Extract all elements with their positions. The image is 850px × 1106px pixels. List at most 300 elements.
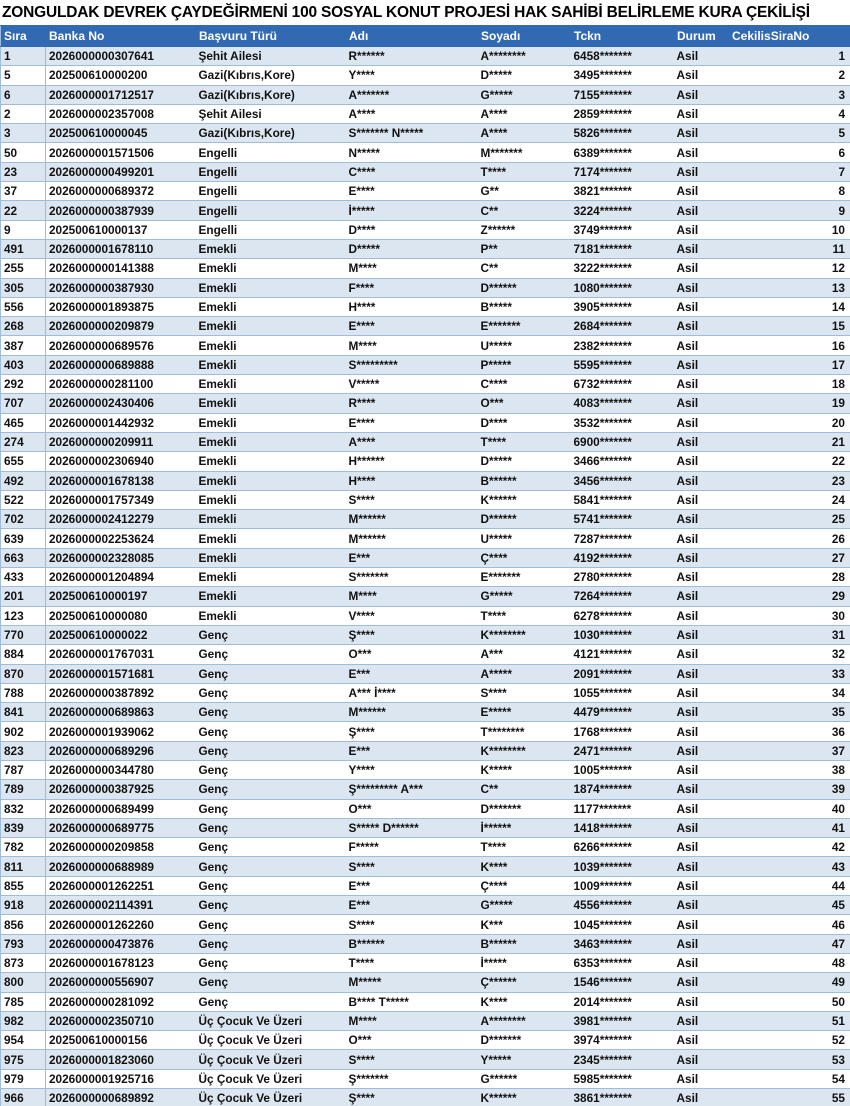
cell-soyadi: T**** [478,838,571,857]
cell-soyadi: G****** [478,1069,571,1088]
cell-banka-no: 2026000001262260 [46,915,196,934]
table-header-row [1,26,850,47]
cell-tckn: 3981******* [571,1011,674,1030]
cell-sira: 788 [1,683,46,702]
cell-banka-no: 2026000002430406 [46,394,196,413]
cell-tckn: 5741******* [571,510,674,529]
cell-tckn: 7155******* [571,85,674,104]
cell-tckn: 4192******* [571,548,674,567]
cell-sira: 787 [1,760,46,779]
cell-basvuru-turu: Emekli [196,278,346,297]
cell-cekilis-sira-no: 3 [729,85,850,104]
table-row [1,201,850,220]
table-row [1,239,850,258]
cell-tckn: 3224******* [571,201,674,220]
cell-adi: M****** [346,510,478,529]
cell-cekilis-sira-no: 2 [729,66,850,85]
cell-soyadi: K******** [478,741,571,760]
table-row [1,490,850,509]
cell-soyadi: İ***** [478,953,571,972]
cell-sira: 387 [1,336,46,355]
cell-banka-no: 202500610000045 [46,124,196,143]
cell-adi: E*** [346,876,478,895]
cell-banka-no: 2026000000689576 [46,336,196,355]
cell-soyadi: T**** [478,162,571,181]
cell-sira: 123 [1,606,46,625]
cell-adi: S**** [346,490,478,509]
cell-banka-no: 2026000000689499 [46,799,196,818]
cell-durum: Asil [674,490,729,509]
cell-basvuru-turu: Üç Çocuk Ve Üzeri [196,1011,346,1030]
table-row [1,953,850,972]
cell-sira: 305 [1,278,46,297]
table-row [1,606,850,625]
cell-durum: Asil [674,529,729,548]
cell-soyadi: D****** [478,510,571,529]
cell-basvuru-turu: Genç [196,876,346,895]
cell-basvuru-turu: Emekli [196,394,346,413]
cell-tckn: 1874******* [571,780,674,799]
cell-cekilis-sira-no: 27 [729,548,850,567]
cell-banka-no: 2026000000307641 [46,47,196,66]
table-row [1,857,850,876]
cell-soyadi: T**** [478,432,571,451]
cell-basvuru-turu: Gazi(Kıbrıs,Kore) [196,124,346,143]
cell-banka-no: 2026000001712517 [46,85,196,104]
cell-tckn: 3974******* [571,1031,674,1050]
table-row [1,780,850,799]
cell-basvuru-turu: Genç [196,703,346,722]
cell-banka-no: 2026000002357008 [46,104,196,123]
cell-basvuru-turu: Genç [196,683,346,702]
cell-banka-no: 202500610000156 [46,1031,196,1050]
cell-durum: Asil [674,317,729,336]
cell-adi: E*** [346,548,478,567]
cell-soyadi: T******** [478,722,571,741]
table-row [1,355,850,374]
cell-sira: 22 [1,201,46,220]
cell-basvuru-turu: Şehit Ailesi [196,47,346,66]
cell-durum: Asil [674,896,729,915]
cell-cekilis-sira-no: 10 [729,220,850,239]
cell-cekilis-sira-no: 11 [729,239,850,258]
cell-soyadi: U***** [478,529,571,548]
table-row [1,432,850,451]
cell-adi: C**** [346,162,478,181]
cell-durum: Asil [674,973,729,992]
table-row [1,934,850,953]
cell-soyadi: C** [478,259,571,278]
cell-basvuru-turu: Genç [196,915,346,934]
cell-durum: Asil [674,47,729,66]
cell-basvuru-turu: Genç [196,857,346,876]
cell-sira: 274 [1,432,46,451]
cell-basvuru-turu: Emekli [196,490,346,509]
cell-cekilis-sira-no: 34 [729,683,850,702]
cell-sira: 3 [1,124,46,143]
table-row [1,413,850,432]
column-header-durum: Durum [674,26,729,47]
cell-sira: 522 [1,490,46,509]
table-row [1,1050,850,1069]
cell-sira: 403 [1,355,46,374]
cell-basvuru-turu: Genç [196,722,346,741]
cell-basvuru-turu: Genç [196,760,346,779]
cell-sira: 491 [1,239,46,258]
cell-durum: Asil [674,664,729,683]
table-row [1,452,850,471]
cell-sira: 655 [1,452,46,471]
cell-tckn: 7287******* [571,529,674,548]
cell-basvuru-turu: Genç [196,645,346,664]
cell-banka-no: 202500610000137 [46,220,196,239]
cell-adi: H****** [346,452,478,471]
cell-durum: Asil [674,1089,729,1106]
cell-adi: Y**** [346,66,478,85]
cell-sira: 492 [1,471,46,490]
cell-sira: 832 [1,799,46,818]
cell-banka-no: 2026000001678123 [46,953,196,972]
cell-tckn: 4479******* [571,703,674,722]
cell-adi: N***** [346,143,478,162]
cell-sira: 954 [1,1031,46,1050]
table-row [1,375,850,394]
cell-cekilis-sira-no: 50 [729,992,850,1011]
cell-adi: E**** [346,182,478,201]
cell-cekilis-sira-no: 30 [729,606,850,625]
cell-cekilis-sira-no: 24 [729,490,850,509]
cell-tckn: 6353******* [571,953,674,972]
cell-basvuru-turu: Engelli [196,143,346,162]
cell-adi: Ş******* [346,1069,478,1088]
cell-adi: E*** [346,664,478,683]
cell-tckn: 6732******* [571,375,674,394]
cell-basvuru-turu: Genç [196,973,346,992]
cell-basvuru-turu: Emekli [196,375,346,394]
cell-basvuru-turu: Genç [196,838,346,857]
cell-durum: Asil [674,432,729,451]
cell-soyadi: Ç****** [478,973,571,992]
cell-banka-no: 2026000002350710 [46,1011,196,1030]
cell-basvuru-turu: Emekli [196,548,346,567]
cell-tckn: 1055******* [571,683,674,702]
cell-sira: 884 [1,645,46,664]
cell-sira: 702 [1,510,46,529]
column-header-banka-no: Banka No [46,26,196,47]
table-row [1,85,850,104]
cell-soyadi: A***** [478,664,571,683]
cell-banka-no: 2026000001262251 [46,876,196,895]
cell-basvuru-turu: Engelli [196,162,346,181]
cell-soyadi: D**** [478,413,571,432]
cell-adi: F**** [346,278,478,297]
cell-durum: Asil [674,606,729,625]
cell-banka-no: 2026000000281100 [46,375,196,394]
cell-soyadi: K******** [478,625,571,644]
cell-cekilis-sira-no: 8 [729,182,850,201]
cell-tckn: 4556******* [571,896,674,915]
cell-tckn: 2471******* [571,741,674,760]
cell-durum: Asil [674,548,729,567]
cell-banka-no: 2026000001893875 [46,297,196,316]
cell-sira: 9 [1,220,46,239]
cell-durum: Asil [674,510,729,529]
cell-banka-no: 2026000000688989 [46,857,196,876]
cell-basvuru-turu: Üç Çocuk Ve Üzeri [196,1050,346,1069]
cell-sira: 50 [1,143,46,162]
cell-soyadi: A**** [478,104,571,123]
cell-banka-no: 2026000001767031 [46,645,196,664]
cell-soyadi: İ****** [478,818,571,837]
cell-tckn: 6278******* [571,606,674,625]
cell-basvuru-turu: Emekli [196,336,346,355]
cell-cekilis-sira-no: 41 [729,818,850,837]
cell-soyadi: C** [478,780,571,799]
table-row [1,297,850,316]
cell-banka-no: 2026000000209879 [46,317,196,336]
cell-banka-no: 2026000001678110 [46,239,196,258]
table-row [1,66,850,85]
cell-durum: Asil [674,355,729,374]
cell-soyadi: C** [478,201,571,220]
cell-cekilis-sira-no: 39 [729,780,850,799]
cell-cekilis-sira-no: 22 [729,452,850,471]
cell-cekilis-sira-no: 43 [729,857,850,876]
table-row [1,838,850,857]
cell-cekilis-sira-no: 14 [729,297,850,316]
cell-banka-no: 2026000002114391 [46,896,196,915]
cell-tckn: 1005******* [571,760,674,779]
cell-cekilis-sira-no: 4 [729,104,850,123]
cell-banka-no: 202500610000022 [46,625,196,644]
cell-cekilis-sira-no: 40 [729,799,850,818]
cell-adi: Ş**** [346,1089,478,1106]
cell-durum: Asil [674,1031,729,1050]
cell-basvuru-turu: Genç [196,953,346,972]
cell-banka-no: 2026000001678138 [46,471,196,490]
cell-cekilis-sira-no: 20 [729,413,850,432]
cell-soyadi: E***** [478,703,571,722]
cell-tckn: 3456******* [571,471,674,490]
cell-durum: Asil [674,452,729,471]
table-row [1,548,850,567]
cell-soyadi: Ç**** [478,548,571,567]
cell-cekilis-sira-no: 6 [729,143,850,162]
cell-basvuru-turu: Engelli [196,182,346,201]
cell-sira: 979 [1,1069,46,1088]
cell-soyadi: U***** [478,336,571,355]
cell-tckn: 3222******* [571,259,674,278]
cell-durum: Asil [674,799,729,818]
table-row [1,317,850,336]
table-row [1,568,850,587]
cell-adi: M****** [346,529,478,548]
table-row [1,47,850,66]
cell-soyadi: A******** [478,47,571,66]
cell-tckn: 1039******* [571,857,674,876]
cell-basvuru-turu: Gazi(Kıbrıs,Kore) [196,66,346,85]
cell-durum: Asil [674,124,729,143]
table-row [1,625,850,644]
cell-soyadi: M******* [478,143,571,162]
cell-adi: S********* [346,355,478,374]
cell-basvuru-turu: Genç [196,664,346,683]
cell-soyadi: C**** [478,375,571,394]
cell-cekilis-sira-no: 48 [729,953,850,972]
cell-cekilis-sira-no: 45 [729,896,850,915]
cell-sira: 918 [1,896,46,915]
cell-tckn: 5595******* [571,355,674,374]
cell-banka-no: 2026000000387939 [46,201,196,220]
cell-sira: 785 [1,992,46,1011]
cell-banka-no: 2026000000556907 [46,973,196,992]
cell-adi: D***** [346,239,478,258]
table-row [1,124,850,143]
cell-adi: Ş********* A*** [346,780,478,799]
cell-basvuru-turu: Engelli [196,201,346,220]
cell-durum: Asil [674,1069,729,1088]
cell-soyadi: Ç**** [478,876,571,895]
cell-soyadi: G** [478,182,571,201]
cell-banka-no: 202500610000200 [46,66,196,85]
cell-cekilis-sira-no: 49 [729,973,850,992]
cell-durum: Asil [674,992,729,1011]
cell-banka-no: 2026000000689372 [46,182,196,201]
cell-basvuru-turu: Emekli [196,413,346,432]
cell-adi: E**** [346,413,478,432]
cell-sira: 982 [1,1011,46,1030]
cell-tckn: 2859******* [571,104,674,123]
cell-basvuru-turu: Emekli [196,259,346,278]
cell-banka-no: 2026000001204894 [46,568,196,587]
cell-adi: D**** [346,220,478,239]
cell-banka-no: 2026000000689296 [46,741,196,760]
cell-tckn: 3905******* [571,297,674,316]
cell-banka-no: 2026000001442932 [46,413,196,432]
cell-cekilis-sira-no: 26 [729,529,850,548]
cell-adi: S**** [346,1050,478,1069]
cell-basvuru-turu: Emekli [196,297,346,316]
table-row [1,471,850,490]
cell-tckn: 6266******* [571,838,674,857]
cell-tckn: 1418******* [571,818,674,837]
table-row [1,1069,850,1088]
table-row [1,278,850,297]
cell-soyadi: A**** [478,124,571,143]
cell-soyadi: E******* [478,568,571,587]
cell-banka-no: 2026000000689888 [46,355,196,374]
cell-cekilis-sira-no: 54 [729,1069,850,1088]
cell-tckn: 7174******* [571,162,674,181]
table-row [1,683,850,702]
cell-tckn: 2345******* [571,1050,674,1069]
cell-soyadi: B****** [478,471,571,490]
cell-sira: 201 [1,587,46,606]
cell-soyadi: S**** [478,683,571,702]
cell-durum: Asil [674,683,729,702]
cell-soyadi: K****** [478,1089,571,1106]
cell-durum: Asil [674,818,729,837]
table-row [1,992,850,1011]
table-row [1,394,850,413]
cell-adi: B**** T***** [346,992,478,1011]
cell-banka-no: 2026000000473876 [46,934,196,953]
cell-durum: Asil [674,66,729,85]
cell-basvuru-turu: Emekli [196,432,346,451]
cell-durum: Asil [674,780,729,799]
cell-banka-no: 2026000000689892 [46,1089,196,1106]
table-body [1,47,850,1106]
cell-sira: 855 [1,876,46,895]
cell-durum: Asil [674,857,729,876]
cell-banka-no: 2026000000387892 [46,683,196,702]
cell-durum: Asil [674,413,729,432]
cell-adi: Ş**** [346,722,478,741]
cell-tckn: 5841******* [571,490,674,509]
cell-sira: 770 [1,625,46,644]
cell-durum: Asil [674,741,729,760]
cell-basvuru-turu: Genç [196,799,346,818]
cell-basvuru-turu: Üç Çocuk Ve Üzeri [196,1089,346,1106]
cell-basvuru-turu: Genç [196,741,346,760]
column-header-sira: Sıra [1,26,46,47]
cell-adi: E*** [346,896,478,915]
cell-sira: 37 [1,182,46,201]
cell-basvuru-turu: Gazi(Kıbrıs,Kore) [196,85,346,104]
cell-soyadi: D***** [478,66,571,85]
cell-durum: Asil [674,568,729,587]
cell-soyadi: A*** [478,645,571,664]
cell-soyadi: P** [478,239,571,258]
table-row [1,1011,850,1030]
cell-cekilis-sira-no: 21 [729,432,850,451]
cell-basvuru-turu: Emekli [196,471,346,490]
cell-adi: O*** [346,1031,478,1050]
cell-tckn: 1045******* [571,915,674,934]
cell-banka-no: 2026000000344780 [46,760,196,779]
cell-banka-no: 202500610000197 [46,587,196,606]
cell-durum: Asil [674,104,729,123]
cell-basvuru-turu: Genç [196,896,346,915]
cell-soyadi: A******** [478,1011,571,1030]
cell-sira: 255 [1,259,46,278]
cell-sira: 793 [1,934,46,953]
cell-tckn: 3861******* [571,1089,674,1106]
cell-cekilis-sira-no: 44 [729,876,850,895]
cell-basvuru-turu: Emekli [196,452,346,471]
cell-soyadi: D***** [478,452,571,471]
cell-durum: Asil [674,587,729,606]
cell-durum: Asil [674,703,729,722]
cell-soyadi: D****** [478,278,571,297]
cell-cekilis-sira-no: 53 [729,1050,850,1069]
table-row [1,645,850,664]
cell-basvuru-turu: Genç [196,625,346,644]
table-row [1,703,850,722]
cell-tckn: 2091******* [571,664,674,683]
cell-sira: 966 [1,1089,46,1106]
column-header-tckn: Tckn [571,26,674,47]
lottery-results-table [0,25,850,1106]
cell-sira: 465 [1,413,46,432]
cell-sira: 639 [1,529,46,548]
column-header-soyadi: Soyadı [478,26,571,47]
cell-tckn: 3532******* [571,413,674,432]
cell-cekilis-sira-no: 37 [729,741,850,760]
cell-tckn: 6458******* [571,47,674,66]
table-row [1,973,850,992]
table-row [1,510,850,529]
